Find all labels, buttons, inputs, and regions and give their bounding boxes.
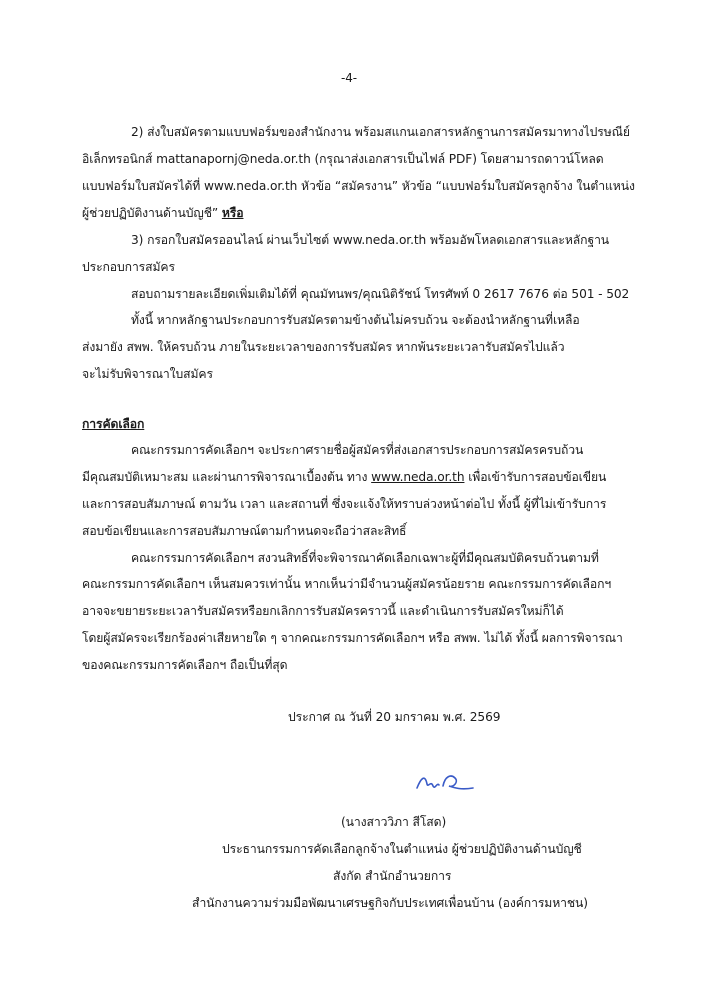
announcement-date: ประกาศ ณ วันที่ 20 มกราคม พ.ศ. 2569 [288,710,501,724]
item3-line2: ประกอบการสมัคร [82,260,175,274]
signatory-title-line2: สังกัด สำนักอำนวยการ [333,869,452,883]
note-line2: ส่งมายัง สพพ. ให้ครบถ้วน ภายในระยะเวลาของการรับสมัคร หากพ้นระยะเวลารับสมัครไปแล้ว [82,340,565,354]
signature-stroke-1 [417,778,439,788]
p2-line5: ของคณะกรรมการคัดเลือกฯ ถือเป็นที่สุด [82,658,288,672]
item2-line4-text: ผู้ช่วยปฏิบัติงานด้านบัญชี” [82,206,222,220]
selection-heading: การคัดเลือก [82,417,145,431]
signatory-name: (นางสาววิภา สีโสด) [341,815,447,829]
page-number: -4- [341,71,357,85]
item2-line4 [82,203,243,223]
p1-line3: และการสอบสัมภาษณ์ ตามวัน เวลา และสถานที่ ซึ่งจะแจ้งให้ทราบล่วงหน้าต่อไป ทั้งนี้ ผู้ที่ไม่เข้ารับการ [82,497,607,511]
note-line1: ทั้งนี้ หากหลักฐานประกอบการรับสมัครตามข้างต้นไม่ครบถ้วน จะต้องนำหลักฐานที่เหลือ [131,313,580,327]
p1-line1: คณะกรรมการคัดเลือกฯ จะประกาศรายชื่อผู้สมัครที่ส่งเอกสารประกอบการสมัครครบถ้วน [131,443,584,457]
signatory-title-line1: ประธานกรรมการคัดเลือกลูกจ้างในตำแหน่ง ผู้ช่วยปฏิบัติงานด้านบัญชี [222,842,582,856]
p2-line4: โดยผู้สมัครจะเรียกร้องค่าเสียหายใด ๆ จากคณะกรรมการคัดเลือกฯ หรือ สพพ. ไม่ได้ ทั้งนี้ ผลการพิจารณา [82,631,623,645]
p1-line2-a: มีคุณสมบัติเหมาะสม และผ่านการพิจารณาเบื้องต้น ทาง [82,470,372,484]
neda-website-link[interactable]: www.neda.or.th [371,470,465,484]
signatory-title-line3: สำนักงานความร่วมมือพัฒนาเศรษฐกิจกับประเทศเพื่อนบ้าน (องค์การมหาชน) [192,896,588,910]
note-line3: จะไม่รับพิจารณาใบสมัคร [82,367,213,381]
item2-line1: 2) ส่งใบสมัครตามแบบฟอร์มของสำนักงาน พร้อมสแกนเอกสารหลักฐานการสมัครมาทางไปรษณีย์ [131,125,630,139]
p1-line2 [82,467,606,487]
p1-line2-b: เพื่อเข้ารับการสอบข้อเขียน [464,470,607,484]
p2-line1: คณะกรรมการคัดเลือกฯ สงวนสิทธิ์ที่จะพิจารณาคัดเลือกเฉพาะผู้ที่มีคุณสมบัติครบถ้วนตามที่ [131,551,599,565]
p1-line4: สอบข้อเขียนและการสอบสัมภาษณ์ตามกำหนดจะถือว่าสละสิทธิ์ [82,524,407,538]
signature-image [415,768,475,796]
item3-line1: 3) กรอกใบสมัครออนไลน์ ผ่านเว็บไซต์ www.neda.or.th พร้อมอัพโหลดเอกสารและหลักฐาน [131,233,610,247]
p2-line3: อาจจะขยายระยะเวลารับสมัครหรือยกเลิกการรับสมัครคราวนี้ และดำเนินการรับสมัครใหม่ก็ได้ [82,604,564,618]
signature-stroke-2 [443,776,473,789]
item2-line3: แบบฟอร์มใบสมัครได้ที่ www.neda.or.th หัวข้อ “สมัครงาน” หัวข้อ “แบบฟอร์มใบสมัครลูกจ้าง ในตำแหน่ง [82,179,635,193]
or-link: หรือ [221,206,244,220]
contact-line: สอบถามรายละเอียดเพิ่มเติมได้ที่ คุณมัทนพร/คุณนิติรัชน์ โทรศัพท์ 0 2617 7676 ต่อ 501 - 502 [131,287,630,301]
p2-line2: คณะกรรมการคัดเลือกฯ เห็นสมควรเท่านั้น หากเห็นว่ามีจำนวนผู้สมัครน้อยราย คณะกรรมการคัดเลือกฯ [82,577,612,591]
item2-line2: อิเล็กทรอนิกส์ mattanapornj@neda.or.th (กรุณาส่งเอกสารเป็นไฟล์ PDF) โดยสามารถดาวน์โหลด [82,152,604,166]
